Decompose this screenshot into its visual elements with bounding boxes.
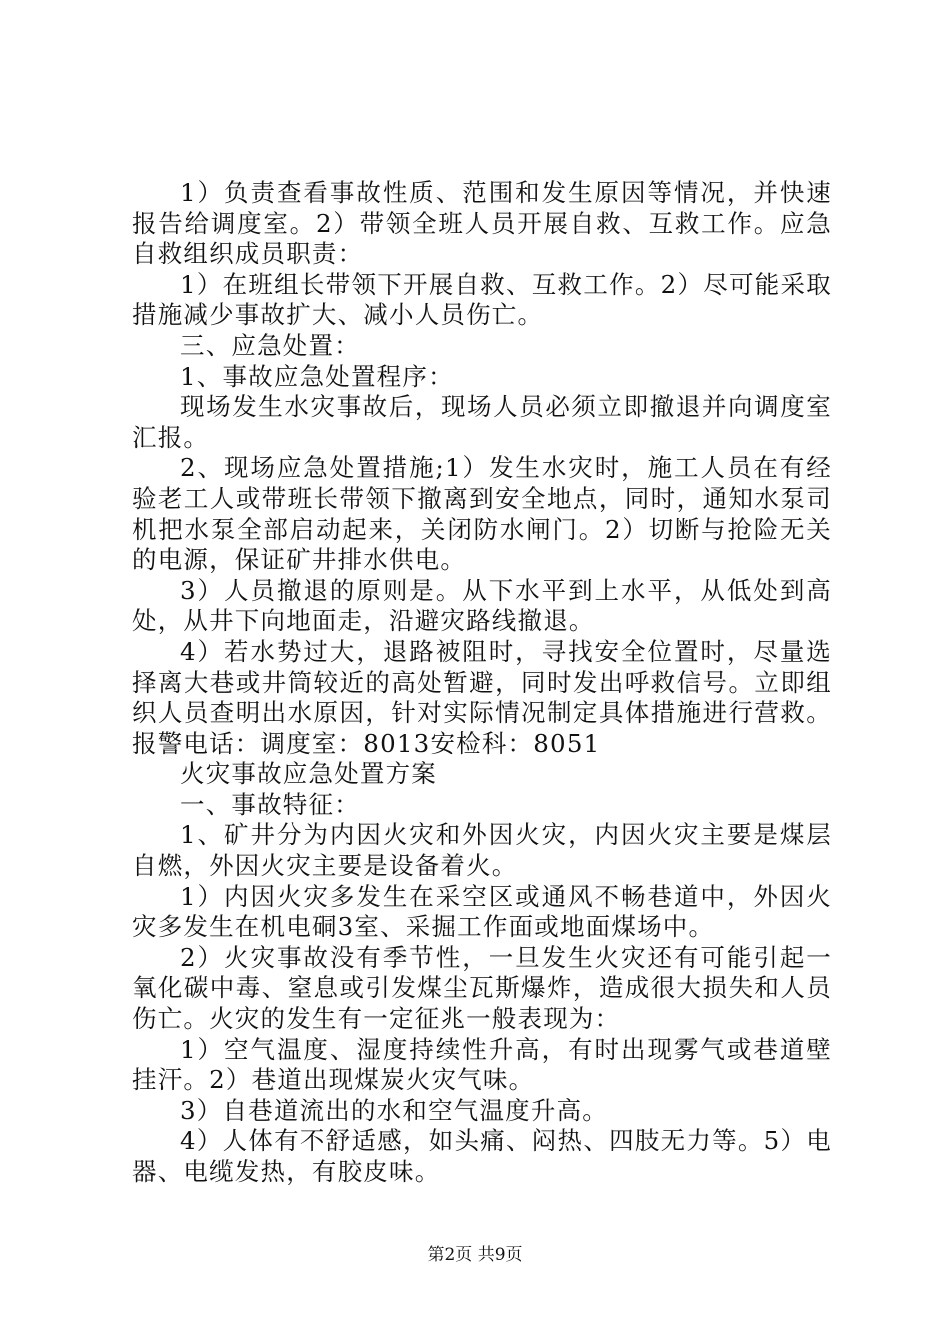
section-heading-emergency-response: 三、应急处置：: [180, 330, 360, 360]
paragraph-fire-risks: 2）火灾事故没有季节性，一旦发生火灾还有可能引起一氧化碳中毒、窒息或引发煤尘瓦斯爆炸，造成很大损失和人员伤亡。火灾的发生有一定征兆一般表现为：: [132, 942, 832, 1034]
document-body: [132, 178, 832, 1188]
paragraph-leader-duties: 1）负责查看事故性质、范围和发生原因等情况，并快速报告给调度室。2）带领全班人员开展自救、互救工作。应急自救组织成员职责：: [132, 178, 832, 269]
subheading-response-procedure: 1、事故应急处置程序：: [180, 361, 454, 391]
paragraph-fire-locations: 1）内因火灾多发生在采空区或通风不畅巷道中，外因火灾多发生在机电硐3室、采掘工作面或地面煤场中。: [132, 881, 832, 942]
paragraph-member-duties: 1）在班组长带领下开展自救、互救工作。2）尽可能采取措施减少事故扩大、减小人员伤亡。: [132, 269, 832, 330]
section-heading-accident-features: 一、事故特征：: [180, 789, 360, 819]
title-fire-plan: 火灾事故应急处置方案: [180, 759, 437, 789]
page-number-footer: 第2页 共9页: [427, 1245, 523, 1265]
paragraph-shelter-and-phones: 4）若水势过大，退路被阻时，寻找安全位置时，尽量选择离大巷或井筒较近的高处暂避，同时发出呼救信号。立即组织人员查明出水原因，针对实际情况制定具体措施进行营救。报警电话：调度室：8013安检科：8051: [132, 636, 832, 758]
paragraph-fire-types: 1、矿井分为内因火灾和外因火灾，内因火灾主要是煤层自燃，外因火灾主要是设备着火。: [132, 820, 832, 881]
paragraph-sign-water: 3）自巷道流出的水和空气温度升高。: [180, 1095, 608, 1125]
paragraph-evacuation-principle: 3）人员撤退的原则是。从下水平到上水平，从低处到高处，从井下向地面走，沿避灾路线撤退。: [132, 575, 832, 636]
paragraph-sign-temperature: 1）空气温度、湿度持续性升高，有时出现雾气或巷道壁挂汗。2）巷道出现煤炭火灾气味。: [132, 1034, 832, 1095]
paragraph-flood-report: 现场发生水灾事故后，现场人员必须立即撤退并向调度室汇报。: [132, 392, 832, 452]
paragraph-onsite-measures: 2、现场应急处置措施;1）发生水灾时，施工人员在有经验老工人或带班长带领下撤离到安全地点，同时，通知水泵司机把水泵全部启动起来，关闭防水闸门。2）切断与抢险无关的电源，保证矿井排水供电。: [132, 453, 832, 575]
paragraph-sign-body: 4）人体有不舒适感，如头痛、闷热、四肢无力等。5）电器、电缆发热，有胶皮味。: [132, 1126, 832, 1186]
